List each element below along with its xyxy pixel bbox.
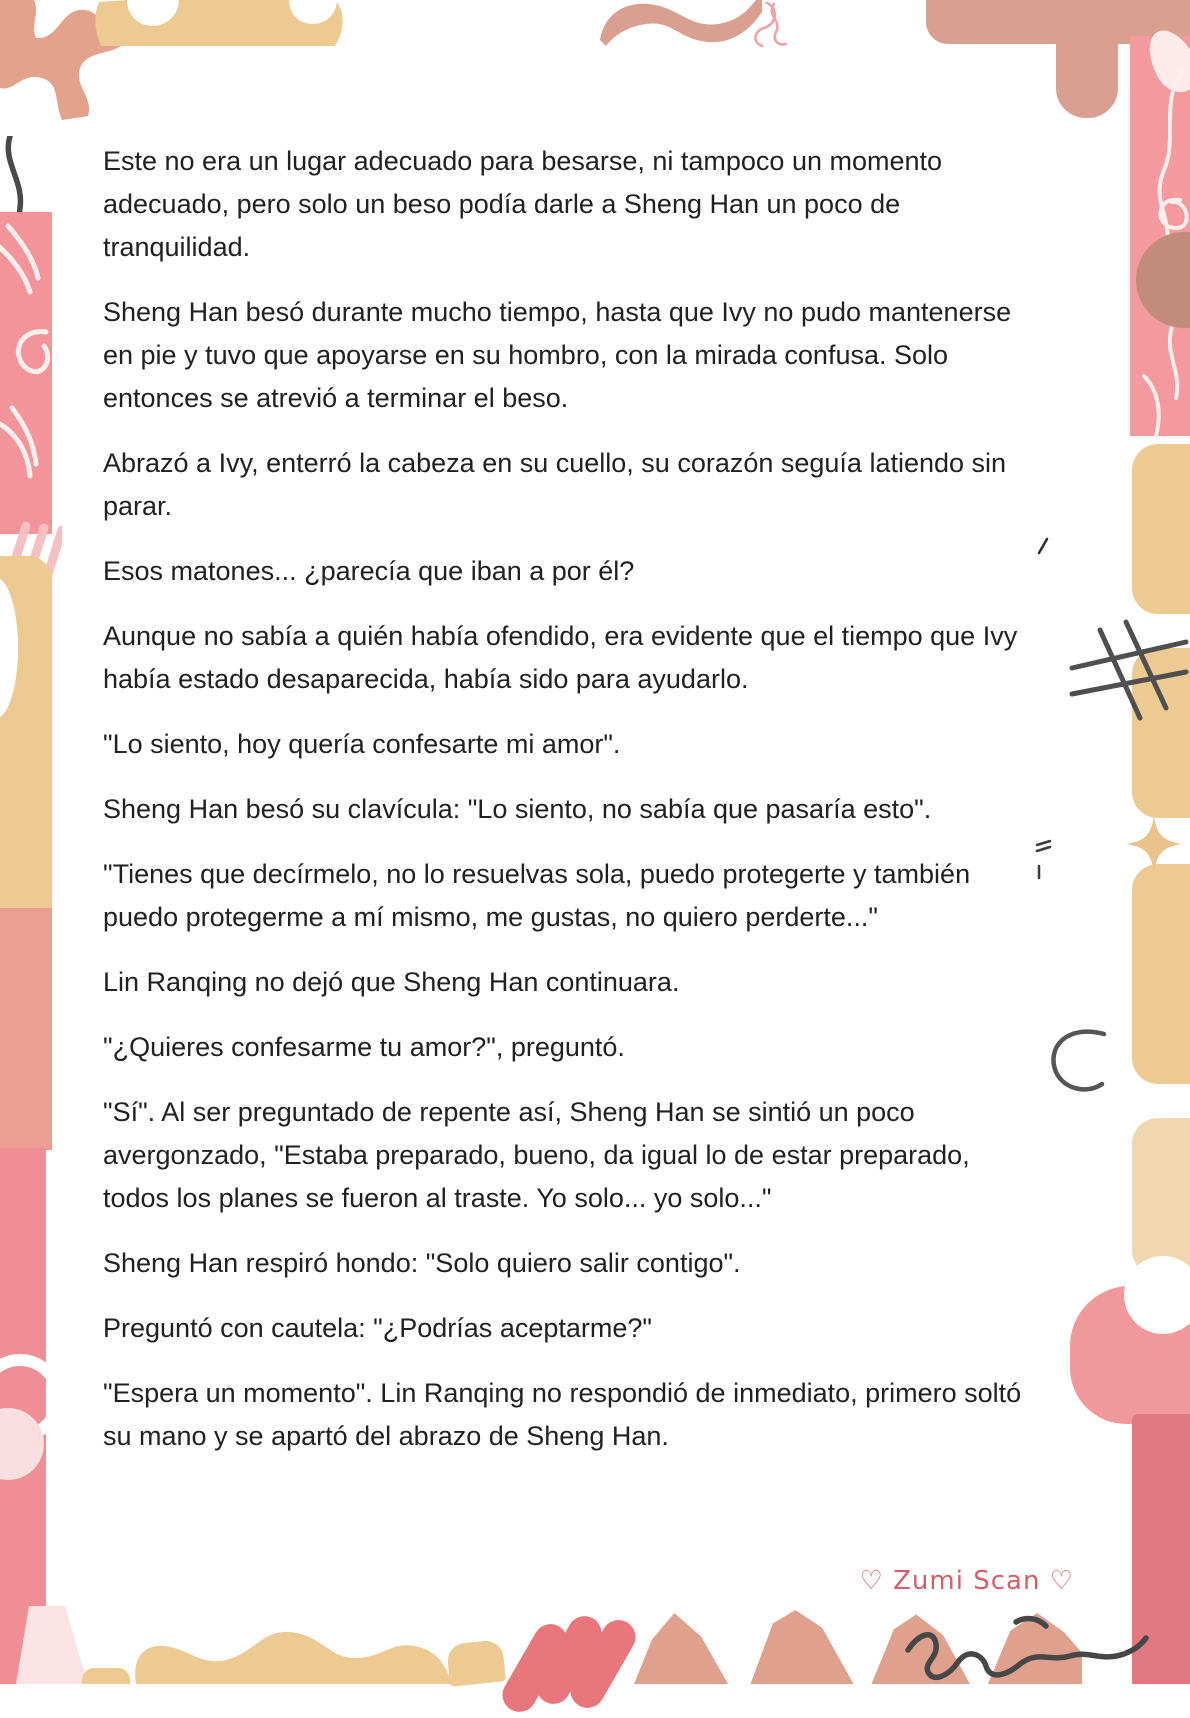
paragraph: Lin Ranqing no dejó que Sheng Han continuara.	[103, 967, 680, 997]
paragraph: Sheng Han respiró hondo: "Solo quiero salir contigo".	[103, 1248, 741, 1278]
page-content	[103, 140, 1037, 1480]
decor-top-wave-shape	[600, 0, 762, 46]
decor-top-scribble-line	[742, 2, 794, 54]
paragraph: "Lo siento, hoy quería confesarte mi amor".	[103, 729, 621, 759]
paragraph: "¿Quieres confesarme tu amor?", preguntó.	[103, 1032, 625, 1062]
paragraph: Abrazó a Ivy, enterró la cabeza en su cuello, su corazón seguía latiendo sin parar.	[103, 448, 1007, 521]
paragraph: "Espera un momento". Lin Ranqing no respondió de inmediato, primero soltó su mano y se apartó del abrazo de Sheng Han.	[103, 1378, 1022, 1451]
paragraph: Sheng Han besó durante mucho tiempo, hasta que Ivy no pudo mantenerse en pie y tuvo que apoyarse en su hombro, con la mirada confusa. Solo entonces se atrevió a terminar el beso.	[103, 297, 1012, 413]
decor-hash-doodle	[1068, 612, 1190, 724]
decor-top-right-band-tail	[1056, 28, 1118, 118]
decor-bottom-tan-small	[82, 1668, 130, 1684]
paragraph: Sheng Han besó su clavícula: "Lo siento, no sabía que pasaría esto".	[103, 794, 932, 824]
decor-slash-mark	[1036, 536, 1050, 556]
decor-right-tan-blob	[1132, 864, 1190, 1084]
paragraph: Aunque no sabía a quién había ofendido, era evidente que el tiempo que Ivy había estado desaparecida, había sido para ayudarlo.	[103, 621, 1018, 694]
decor-right-tan-blob	[1132, 1118, 1190, 1276]
paragraph: Este no era un lugar adecuado para besarse, ni tampoco un momento adecuado, pero solo un beso podía darle a Sheng Han un poco de tranquilidad.	[103, 146, 943, 262]
decor-bottom-squiggle-line	[898, 1612, 1150, 1684]
paragraph: "Sí". Al ser preguntado de repente así, Sheng Han se sintió un poco avergonzado, "Estaba preparado, bueno, da igual lo de estar preparado, todos los planes se fueron al traste. Yo solo... yo solo..."	[103, 1097, 970, 1213]
decor-tick-marks	[1034, 836, 1056, 880]
paragraph: Esos matones... ¿parecía que iban a por él?	[103, 556, 635, 586]
decor-right-tan-blob	[1132, 444, 1190, 614]
decor-white-floral-lines	[0, 212, 52, 534]
decor-bottom-tan-wave	[130, 1602, 474, 1684]
decor-top-crown-blob	[93, 0, 343, 46]
scanlation-credit: ♡ Zumi Scan ♡	[859, 1566, 1074, 1596]
decor-sparkle-icon	[1126, 816, 1182, 872]
paragraph: Preguntó con cautela: "¿Podrías aceptarme?"	[103, 1313, 652, 1343]
decor-curve-doodle	[1040, 1022, 1110, 1096]
decor-bottom-tan-blob	[446, 1639, 506, 1687]
decor-bottom-red-scribble	[512, 1612, 642, 1684]
paragraph: "Tienes que decírmelo, no lo resuelvas sola, puedo protegerte y también puedo protegerme a mí mismo, me gustas, no quiero perderte..."	[103, 859, 971, 932]
